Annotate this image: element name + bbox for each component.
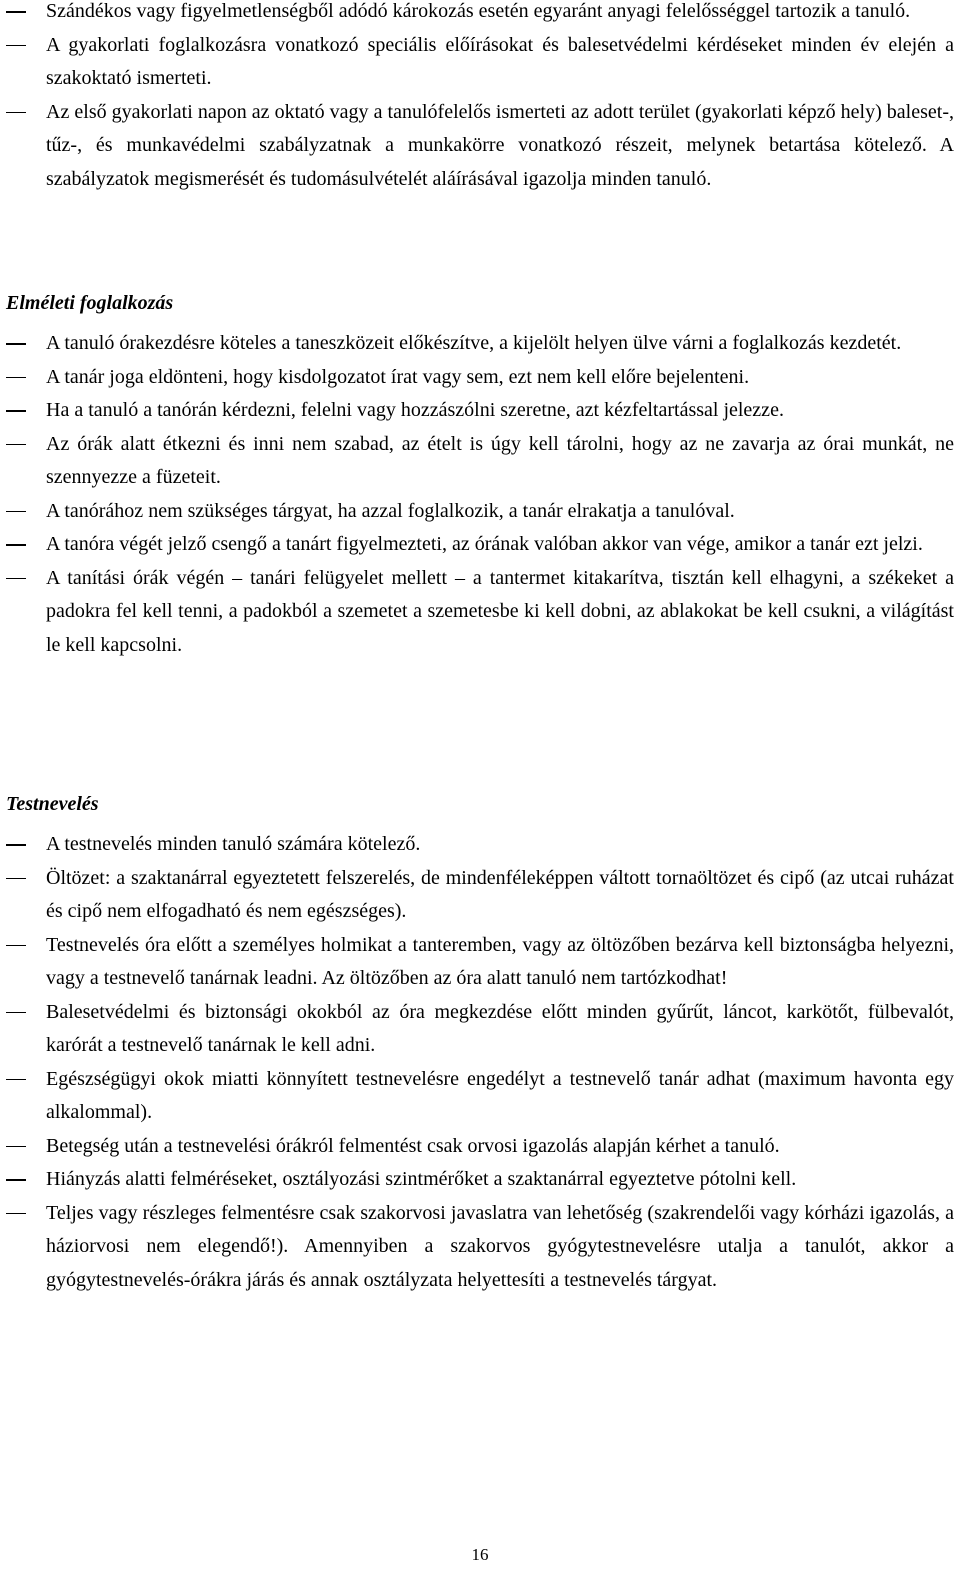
list-item-text: A gyakorlati foglalkozásra vonatkozó speciális előírásokat és balesetvédelmi kérdéseket minden év elején a szakoktató ismerteti. — [46, 33, 954, 89]
section-heading-elmeleti: Elméleti foglalkozás — [6, 292, 174, 314]
list-item-text: Teljes vagy részleges felmentésre csak szakorvosi javaslatra van lehetőség (szakrendelői vagy kórházi igazolás, a háziorvosi nem elegendő!). Amennyiben a szakorvos gyógytestnevelésre utalja a tanulót, akkor a gyógytestnevelés-órákra járás és annak osztályzata helyettesíti a testnevelés tárgyat. — [46, 1201, 954, 1291]
list-item-text: Az órák alatt étkezni és inni nem szabad, az ételt is úgy kell tárolni, hogy az ne zavarja az órai munkát, ne szennyezze a füzeteit. — [46, 432, 954, 488]
dash-bullet — [6, 945, 26, 947]
list-item-text: Öltözet: a szaktanárral egyeztetett felszerelés, de mindenféleképpen váltott tornaöltözet és cipő (az utcai ruházat és cipő nem elfogadható és nem egészséges). — [46, 866, 954, 922]
dash-bullet — [6, 1213, 26, 1215]
list-item — [0, 96, 960, 197]
list-item — [0, 1163, 960, 1197]
list-item-text: A testnevelés minden tanuló számára kötelező. — [46, 833, 421, 855]
list-item-text: A tanóra végét jelző csengő a tanárt figyelmezteti, az órának valóban akkor van vége, amikor a tanár ezt jelzi. — [46, 533, 923, 555]
dash-bullet — [6, 444, 26, 446]
dash-bullet — [6, 343, 26, 345]
section-heading-testneveles: Testnevelés — [6, 793, 99, 815]
dash-bullet — [6, 578, 26, 580]
list-item-text: Szándékos vagy figyelmetlenségből adódó károkozás esetén egyaránt anyagi felelősséggel tartozik a tanuló. — [46, 0, 911, 22]
list-item — [0, 1130, 960, 1164]
dash-bullet — [6, 1179, 26, 1181]
list-item — [0, 528, 960, 562]
list-item-text: Egészségügyi okok miatti könnyített testnevelésre engedélyt a testnevelő tanár adhat (maximum havonta egy alkalommal). — [46, 1067, 954, 1123]
dash-bullet — [6, 1079, 26, 1081]
list-item-text: Balesetvédelmi és biztonsági okokból az óra megkezdése előtt minden gyűrűt, láncot, karkötőt, fülbevalót, karórát a testnevelő tanárnak le kell adni. — [46, 1000, 954, 1056]
list-item-text: Az első gyakorlati napon az oktató vagy a tanulófelelős ismerteti az adott terület (gyakorlati képző hely) baleset-, tűz-, és munkavédelmi szabályzatnak a munkakörre vonatkozó részeit, melynek betartása kötelező. A szabályzatok megismerését és tudomásulvételét aláírásával igazolja minden tanuló. — [46, 100, 954, 190]
list-item-text: Betegség után a testnevelési órákról felmentést csak orvosi igazolás alapján kérhet a tanuló. — [46, 1134, 780, 1157]
list-item-text: Testnevelés óra előtt a személyes holmikat a tanteremben, vagy az öltözőben bezárva kell biztonságba helyezni, vagy a testnevelő tanárnak leadni. Az öltözőben az óra alatt tanuló nem tartózkodhat! — [46, 933, 954, 989]
dash-bullet — [6, 377, 26, 379]
intro-list — [0, 0, 960, 196]
elmeleti-list — [0, 327, 960, 662]
list-item — [0, 1063, 960, 1130]
list-item — [0, 562, 960, 663]
list-item — [0, 394, 960, 428]
list-item-text: Ha a tanuló a tanórán kérdezni, felelni vagy hozzászólni szeretne, azt kézfeltartással jelezze. — [46, 399, 784, 421]
list-item — [0, 929, 960, 996]
dash-bullet — [6, 844, 26, 846]
dash-bullet — [6, 45, 26, 47]
list-item-text: A tanár joga eldönteni, hogy kisdolgozatot írat vagy sem, ezt nem kell előre bejelenteni. — [46, 365, 750, 388]
list-item — [0, 862, 960, 929]
dash-bullet — [6, 511, 26, 513]
dash-bullet — [6, 544, 26, 546]
list-item — [0, 495, 960, 529]
list-item — [0, 327, 960, 361]
dash-bullet — [6, 410, 26, 412]
list-item-text: A tanórához nem szükséges tárgyat, ha azzal foglalkozik, a tanár elrakatja a tanulóval. — [46, 499, 735, 522]
dash-bullet — [6, 112, 26, 114]
list-item — [0, 29, 960, 96]
list-item — [0, 0, 960, 29]
dash-bullet — [6, 11, 26, 13]
dash-bullet — [6, 1012, 26, 1014]
list-item-text: Hiányzás alatti felméréseket, osztályozási szintmérőket a szaktanárral egyeztetve pótolni kell. — [46, 1168, 797, 1190]
list-item-text: A tanuló órakezdésre köteles a taneszközeit előkészítve, a kijelölt helyen ülve várni a foglalkozás kezdetét. — [46, 332, 902, 354]
list-item — [0, 361, 960, 395]
list-item — [0, 1197, 960, 1298]
list-item — [0, 996, 960, 1063]
page-number: 16 — [471, 1545, 489, 1564]
testneveles-list — [0, 828, 960, 1297]
list-item-text: A tanítási órák végén – tanári felügyelet mellett – a tantermet kitakarítva, tisztán kell elhagyni, a székeket a padokra fel kell tenni, a padokból a szemetet a szemetesbe ki kell dobni, az ablakokat be kell csukni, a világítást le kell kapcsolni. — [46, 566, 954, 656]
dash-bullet — [6, 878, 26, 880]
dash-bullet — [6, 1146, 26, 1148]
list-item — [0, 828, 960, 862]
list-item — [0, 428, 960, 495]
